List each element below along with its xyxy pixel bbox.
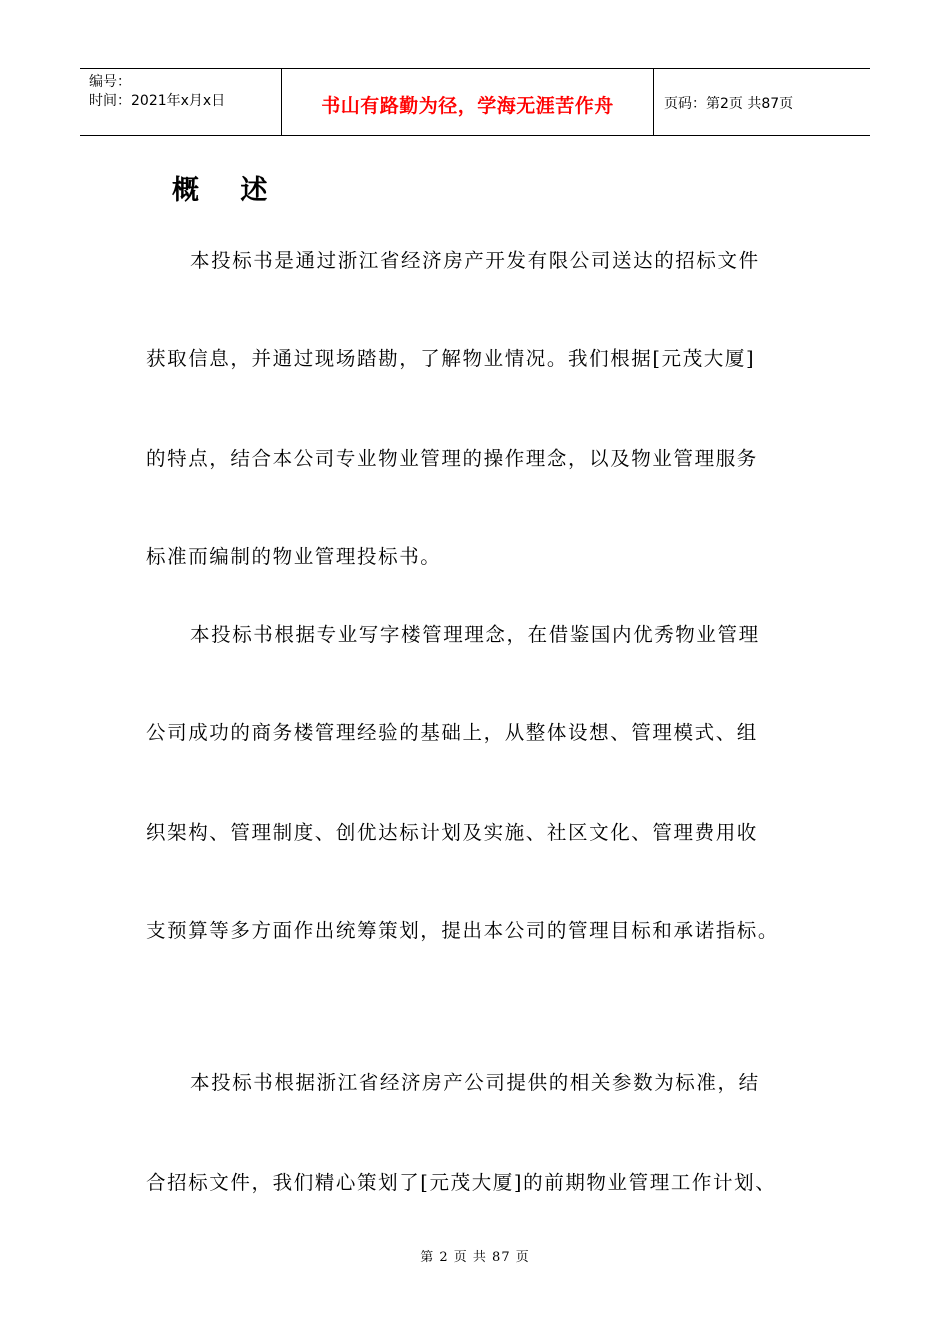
paragraph-2-line-4: 支预算等多方面作出统筹策划，提出本公司的管理目标和承诺指标。: [146, 919, 780, 942]
paragraph-2-line-2: 公司成功的商务楼管理经验的基础上，从整体设想、管理模式、组: [146, 721, 758, 744]
page-footer: 第 2 页 共 87 页: [420, 1250, 530, 1265]
paragraph-1-line-1: 本投标书是通过浙江省经济房产开发有限公司送达的招标文件: [190, 249, 760, 272]
paragraph-3-line-2: 合招标文件，我们精心策划了[元茂大厦]的前期物业管理工作计划、: [146, 1171, 777, 1194]
header-meta-cell: [80, 69, 282, 135]
document-time-label: 时间：2021年x月x日: [89, 93, 226, 109]
document-number-label: 编号：: [89, 74, 131, 90]
paragraph-2-line-3: 织架构、管理制度、创优达标计划及实施、社区文化、管理费用收: [146, 821, 758, 844]
paragraph-3-line-1: 本投标书根据浙江省经济房产公司提供的相关参数为标准，结: [190, 1071, 760, 1094]
header-page-info: 页码：第2页 共87页: [664, 96, 794, 112]
section-title: 概 述: [172, 175, 284, 206]
paragraph-2-line-1: 本投标书根据专业写字楼管理理念，在借鉴国内优秀物业管理: [190, 623, 760, 646]
header-page-cell: [654, 69, 870, 135]
header-motto: 书山有路勤为径，学海无涯苦作舟: [321, 94, 614, 117]
page-header: [80, 68, 870, 136]
paragraph-1-line-2: 获取信息，并通过现场踏勘，了解物业情况。我们根据[元茂大厦]: [146, 347, 756, 370]
paragraph-1-line-3: 的特点，结合本公司专业物业管理的操作理念，以及物业管理服务: [146, 447, 758, 470]
header-motto-cell: [282, 69, 654, 135]
paragraph-1-line-4: 标准而编制的物业管理投标书。: [146, 545, 442, 568]
